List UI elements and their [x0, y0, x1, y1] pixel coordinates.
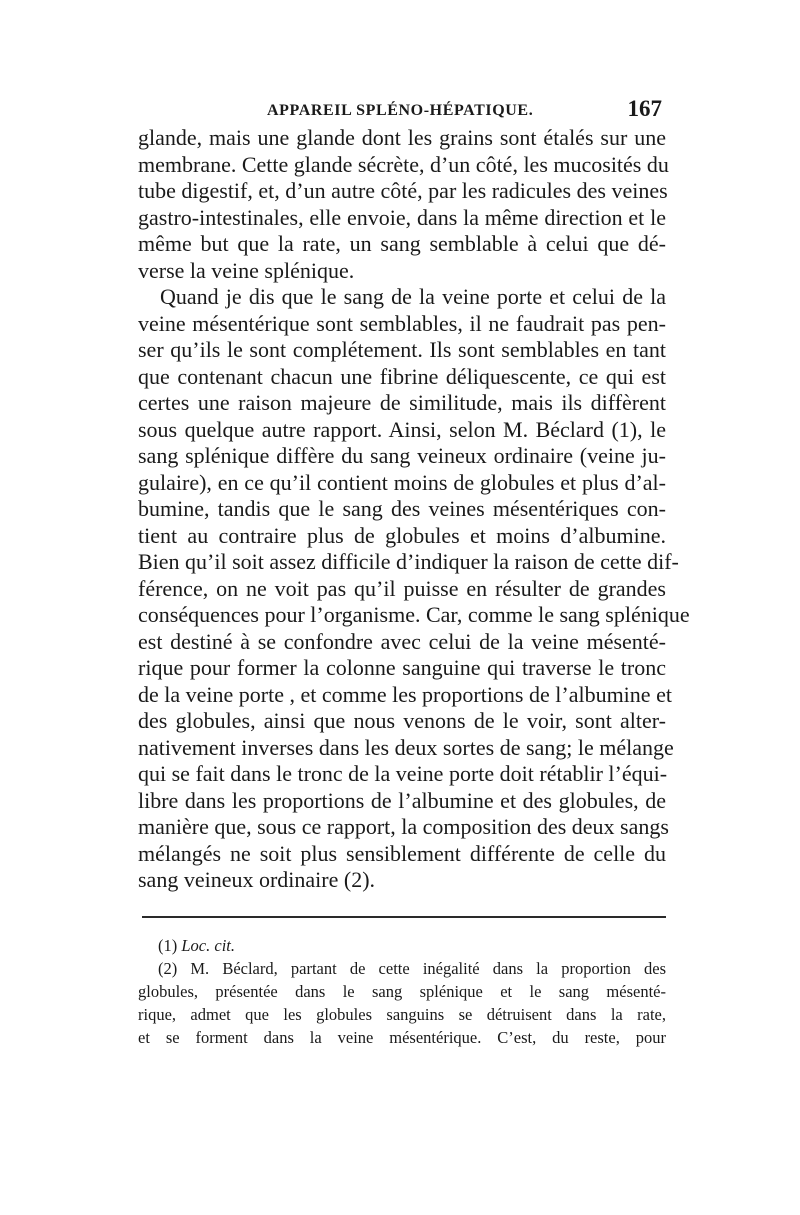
footnote-2-line: (2) M. Béclard, partant de cette inégalité dans la proportion des [158, 959, 666, 978]
running-title: APPAREIL SPLÉNO-HÉPATIQUE. [267, 102, 534, 119]
paragraph-start-line: Quand je dis que le sang de la veine porte et celui de la [160, 284, 666, 309]
text-line: sous quelque autre rapport. Ainsi, selon M. Béclard (1), le [138, 416, 666, 442]
text-line: membrane. Cette glande sécrète, d’un côté, les mucosités du [138, 151, 669, 177]
text-line: tient au contraire plus de globules et moins d’albumine. [138, 522, 666, 548]
footnote-1 [138, 934, 666, 957]
footnote-rule [142, 916, 666, 918]
page-header [138, 96, 662, 126]
footnotes [138, 934, 666, 1049]
text-line: que contenant chacun une fibrine déliquescente, ce qui est [138, 363, 666, 389]
text-line: ser qu’ils le sont complétement. Ils sont semblables en tant [138, 337, 666, 362]
page-number: 167 [627, 96, 662, 121]
text-line: même but que la rate, un sang semblable à celui que dé- [138, 231, 666, 256]
text-line: conséquences pour l’organisme. Car, comme le sang splénique [138, 602, 690, 627]
text-line: rique pour former la colonne sanguine qui traverse le tronc [138, 655, 666, 680]
text-line: tube digestif, et, d’un autre côté, par les radicules des veines [138, 178, 668, 203]
text-line: qui se fait dans le tronc de la veine porte doit rétablir l’équi- [138, 761, 668, 786]
text-line: libre dans les proportions de l’albumine et des globules, de [138, 787, 666, 813]
text-line: veine mésentérique sont semblables, il ne faudrait pas pen- [138, 310, 666, 336]
text-line: gastro-intestinales, elle envoie, dans la même direction et le [138, 204, 666, 230]
text-line: Bien qu’il soit assez difficile d’indiquer la raison de cette dif- [138, 549, 679, 574]
text-line: bumine, tandis que le sang des veines mésentériques con- [138, 496, 666, 521]
text-line: nativement inverses dans les deux sortes de sang; le mélange [138, 734, 674, 760]
text-line: sang splénique diffère du sang veineux ordinaire (veine ju- [138, 443, 666, 468]
text-line: mélangés ne soit plus sensiblement différente de celle du [138, 840, 666, 866]
text-line: gulaire), en ce qu’il contient moins de globules et plus d’al- [138, 469, 666, 495]
text-line: verse la veine splénique. [138, 257, 355, 283]
text-line: est destiné à se confondre avec celui de la veine mésenté- [138, 628, 666, 654]
text-line: des globules, ainsi que nous venons de le voir, sont alter- [138, 708, 666, 733]
text-line: sang veineux ordinaire (2). [138, 867, 376, 892]
footnote-2-line: globules, présentée dans le sang splénique et le sang mésenté- [138, 982, 666, 1001]
text-line: férence, on ne voit pas qu’il puisse en résulter de grandes [138, 575, 666, 601]
footnote-1-text: Loc. cit. [181, 936, 235, 955]
text-line: glande, mais une glande dont les grains sont étalés sur une [138, 125, 666, 150]
footnote-1-marker: (1) [158, 936, 178, 955]
footnote-2-line: et se forment dans la veine mésentérique. C’est, du reste, pour [138, 1028, 666, 1047]
text-line: manière que, sous ce rapport, la composition des deux sangs [138, 814, 669, 839]
body-text [138, 125, 690, 894]
text-line: de la veine porte , et comme les proportions de l’albumine et [138, 681, 672, 707]
text-line: certes une raison majeure de similitude, mais ils diffèrent [138, 390, 666, 415]
footnote-2-line: rique, admet que les globules sanguins se détruisent dans la rate, [138, 1005, 666, 1024]
